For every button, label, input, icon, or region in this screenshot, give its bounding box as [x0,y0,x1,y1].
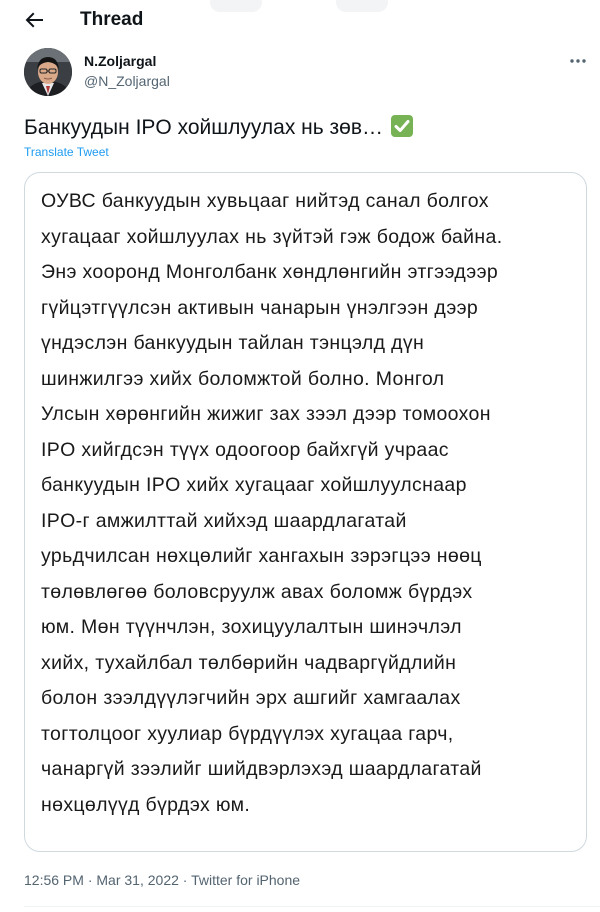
image-text-line: төлөвлөгөө боловсруулж авах боломж бүрдэх [41,580,473,603]
author-handle[interactable]: @N_Zoljargal [84,73,170,89]
arrow-left-icon [22,8,46,32]
image-text-line: банкуудын IPO хийх хугацааг хойшлуулснаар [41,474,467,496]
image-text-line: урьдчилсан нөхцөлийг хангахын зэрэгцээ нөөц [41,545,482,567]
thread-header [0,0,600,40]
tweet-image[interactable] [24,172,587,852]
image-text-line: тогтолцоог хуулиар бүрдүүлэх хугацаа гарч, [41,722,454,745]
image-text-line: шинжилгээ хийх боломжтой болно. Монгол [41,367,445,390]
tweet-date[interactable]: Mar 31, 2022 [96,872,179,888]
tweet-time[interactable]: 12:56 PM [24,872,84,888]
image-text-line: нөхцөлүүд бүрдэх юм. [41,793,251,816]
check-mark-icon [391,115,413,137]
image-text-line: хийх, тухайлбал төлбөрийн чадваргүйдлийн [41,651,457,674]
translate-tweet-link[interactable]: Translate Tweet [24,145,109,159]
ghost-tab-shadow [336,0,388,12]
image-text-line: IPO хийгдсэн түүх одоогоор байхгүй учраас [41,438,449,461]
author-photo [24,48,72,96]
image-text-line: үндэслэн банкуудын тайлан тэнцэлд дүн [41,332,425,354]
tweet-metadata [24,871,300,889]
ghost-tab-shadow [210,0,262,12]
image-text-line: чанаргүй зээлийг шийдвэрлэхэд шаардлагатай [41,758,482,780]
tweet-body: Банкуудын IPO хойшлуулах нь зөв… [24,116,383,139]
avatar[interactable] [24,48,72,96]
divider [24,906,600,907]
image-text-line: Улсын хөрөнгийн жижиг зах зээл дээр томоохон [41,403,491,425]
image-text-line: IPO-г амжилттай хийхэд шаардлагатай [41,509,407,532]
more-button[interactable] [566,52,590,70]
image-text-line: хугацааг хойшлуулах нь зүйтэй гэж бодож байна. [41,225,503,248]
more-horizontal-icon [566,52,590,70]
image-text-line: болон зээлдүүлэгчийн эрх ашгийг хамгаалах [41,687,461,709]
image-text-line: гүйцэтгүүлсэн активын чанарын үнэлгээн дээр [41,296,479,319]
tweet-text [24,114,413,142]
image-text-line: Энэ хооронд Монголбанк хөндлөнгийн этгээдээр [41,261,499,283]
tweet-source[interactable]: Twitter for iPhone [191,872,301,888]
meta-separator: · [83,872,97,888]
image-text-line: ОУВС банкуудын хувьцааг нийтэд санал болгох [41,190,489,212]
page-title: Thread [80,9,144,30]
meta-separator: · [178,872,192,888]
back-button[interactable] [22,8,46,32]
author-name[interactable]: N.Zoljargal [84,53,157,69]
image-text-line: юм. Мөн түүнчлэн, зохицуулалтын шинэчлэл [41,616,462,638]
image-text-block [41,184,576,823]
